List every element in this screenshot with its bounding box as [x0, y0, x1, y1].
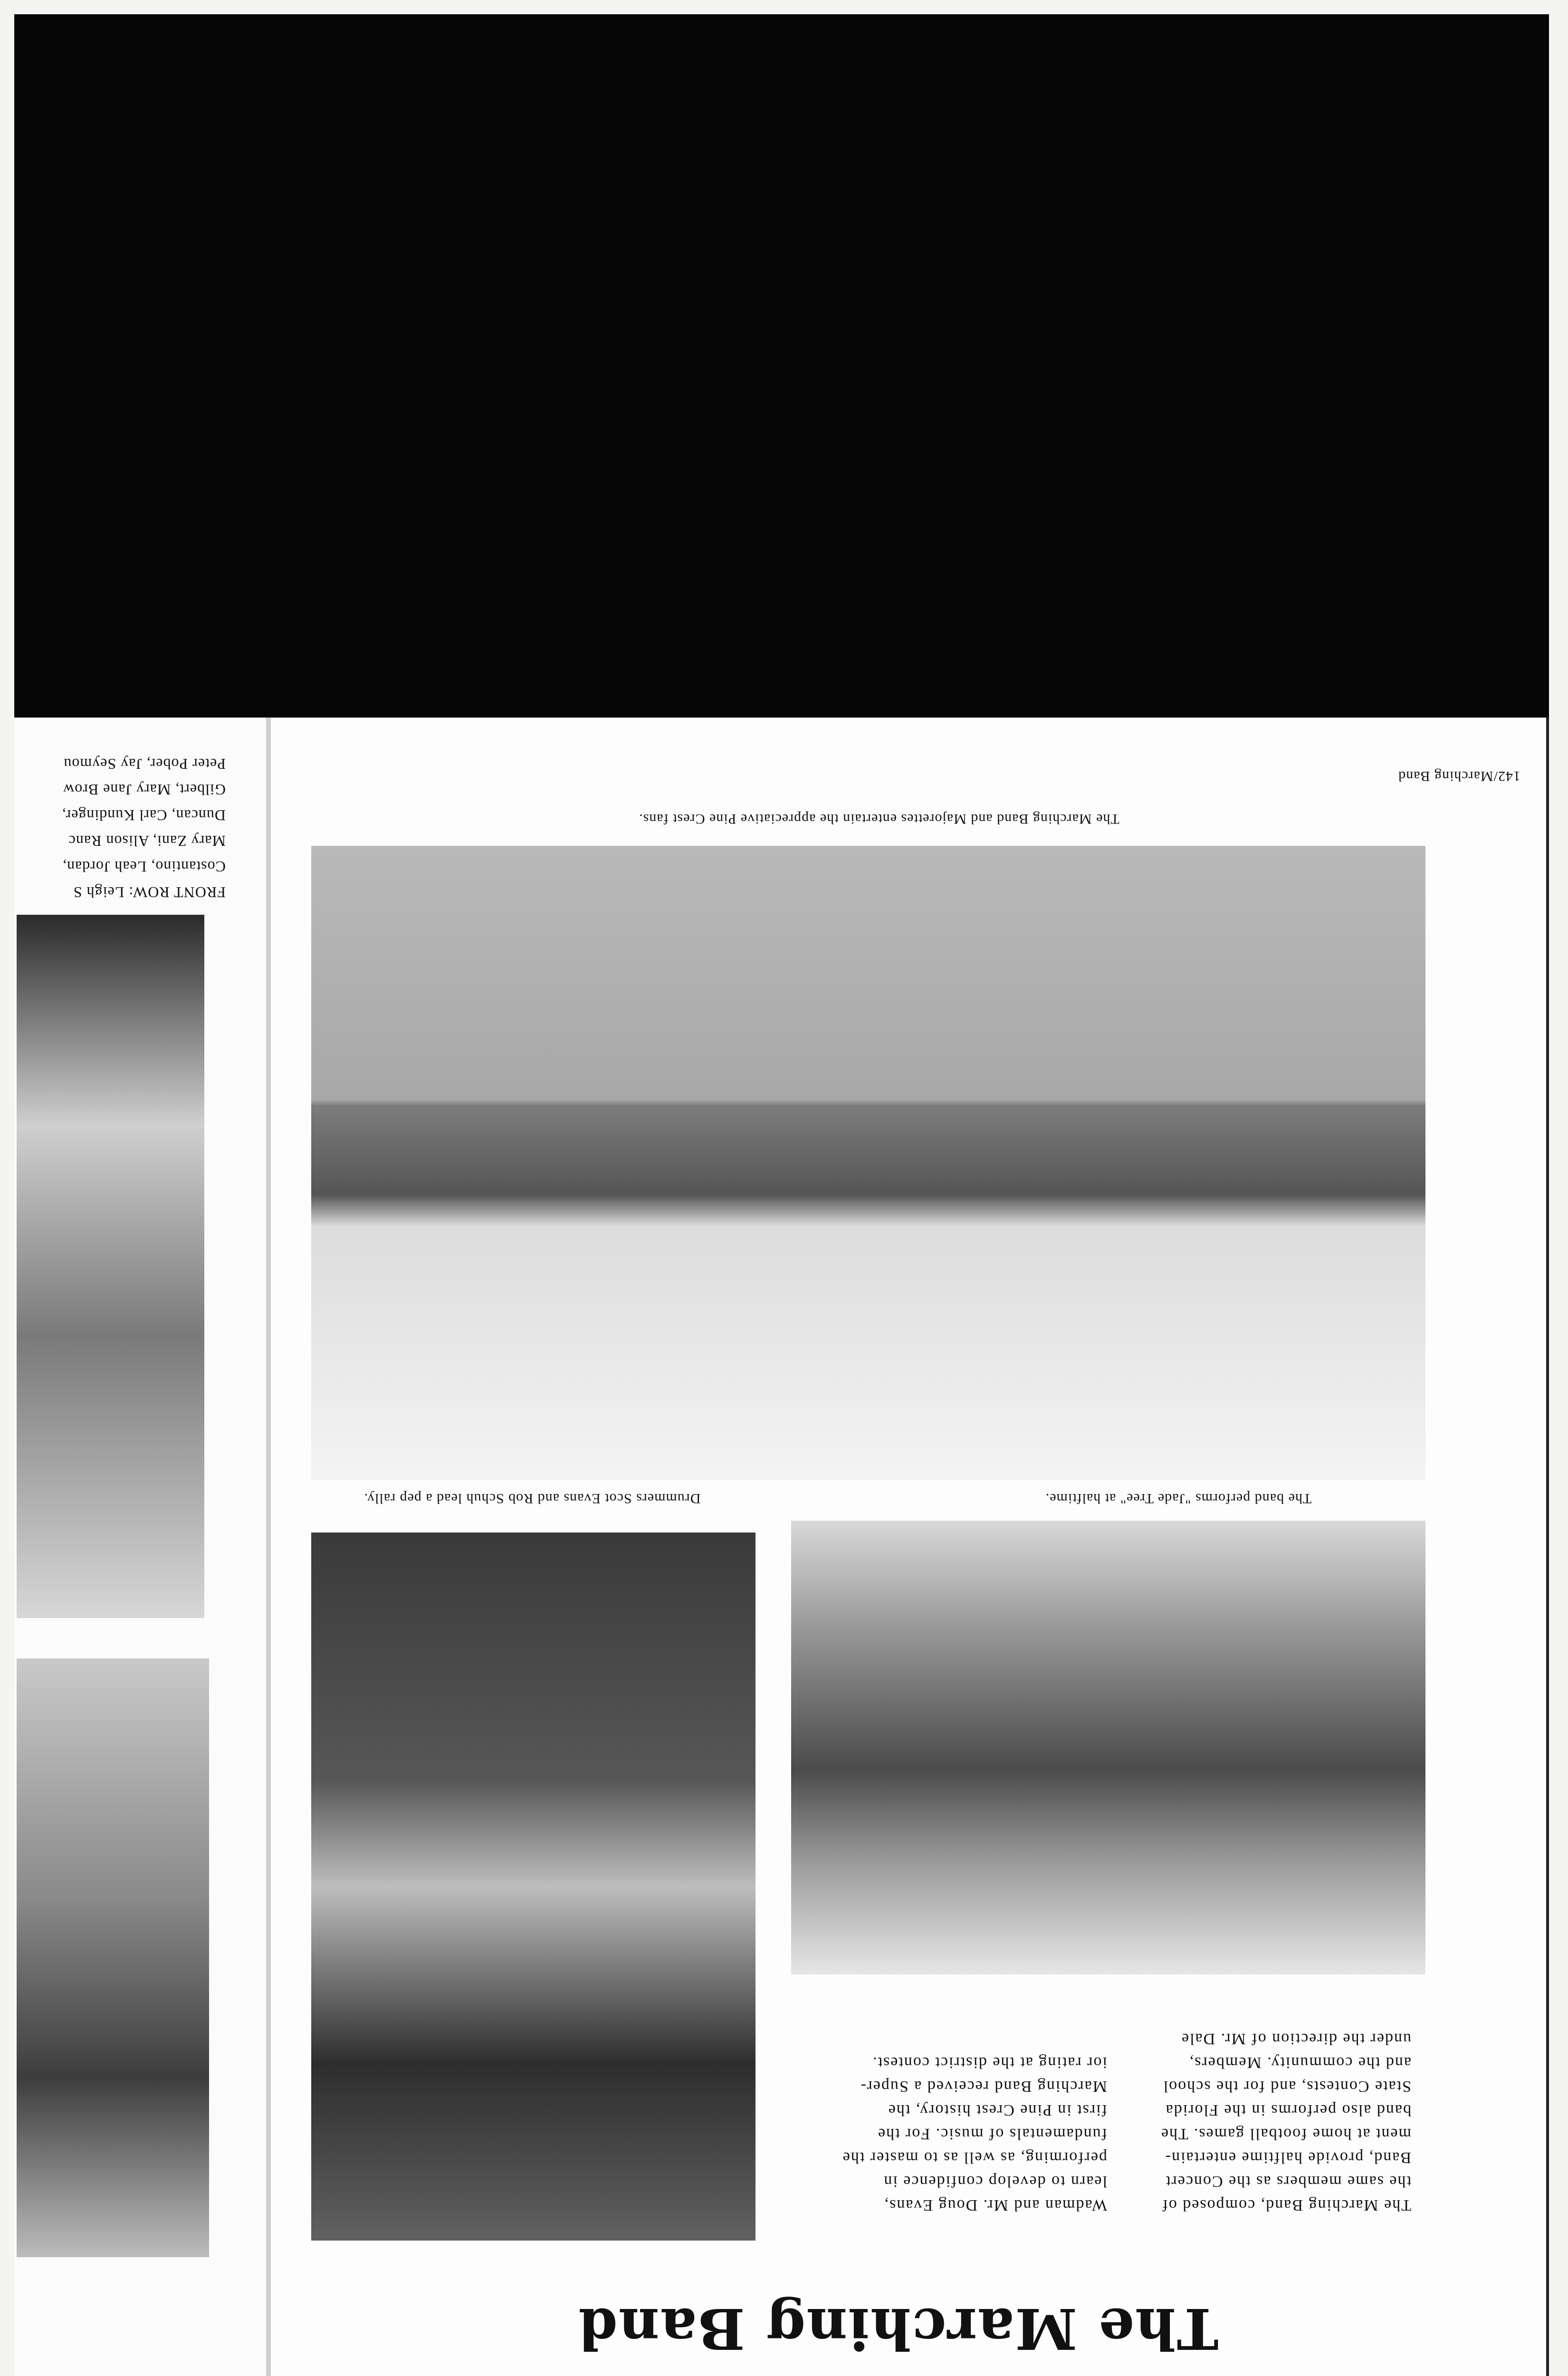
drummers-caption: Drummers Scot Evans and Rob Schuh lead a pep rally. [363, 1491, 701, 1506]
body-text-column-right: The Marching Band, composed of the same members as the Concert Band, provide halftime entertain- ment at home football games. The band also performs in the Florida State Contests, and for the school and the community. Members, under the direction of Mr. Dale [1160, 2030, 1411, 2214]
field-performance-photo [311, 846, 1425, 1480]
jade-tree-caption: The band performs "Jade Tree" at halftime. [1045, 1491, 1312, 1506]
dark-background-area [14, 14, 1549, 718]
body-text-column-left: Wadman and Mr. Doug Evans, learn to develop confidence in performing, as well as to master the fundamentals of music. For the first in Pine Crest history, the Marching Band received a Super- ior rating at the district contest. [841, 2054, 1107, 2214]
facing-page-portrait-photo [17, 1658, 209, 2257]
page-gutter [266, 718, 271, 2376]
field-photo-caption: The Marching Band and Majorettes entertain the appreciative Pine Crest fans. [639, 811, 1119, 827]
drummers-photo [311, 1533, 755, 2241]
facing-page-roster: FRONT ROW: Leigh S Costantino, Leah Jordan, Mary Zani, Alison Ranc Duncan, Carl Kundinger, Gilbert, Mary Jane Brow Peter Pober, Jay Seymou [61, 756, 226, 901]
page-title: The Marching Band [577, 2296, 1219, 2362]
page-folio: 142/Marching Band [1398, 768, 1520, 784]
facing-page-group-photo [17, 915, 204, 1618]
band-halftime-photo [791, 1521, 1425, 1974]
